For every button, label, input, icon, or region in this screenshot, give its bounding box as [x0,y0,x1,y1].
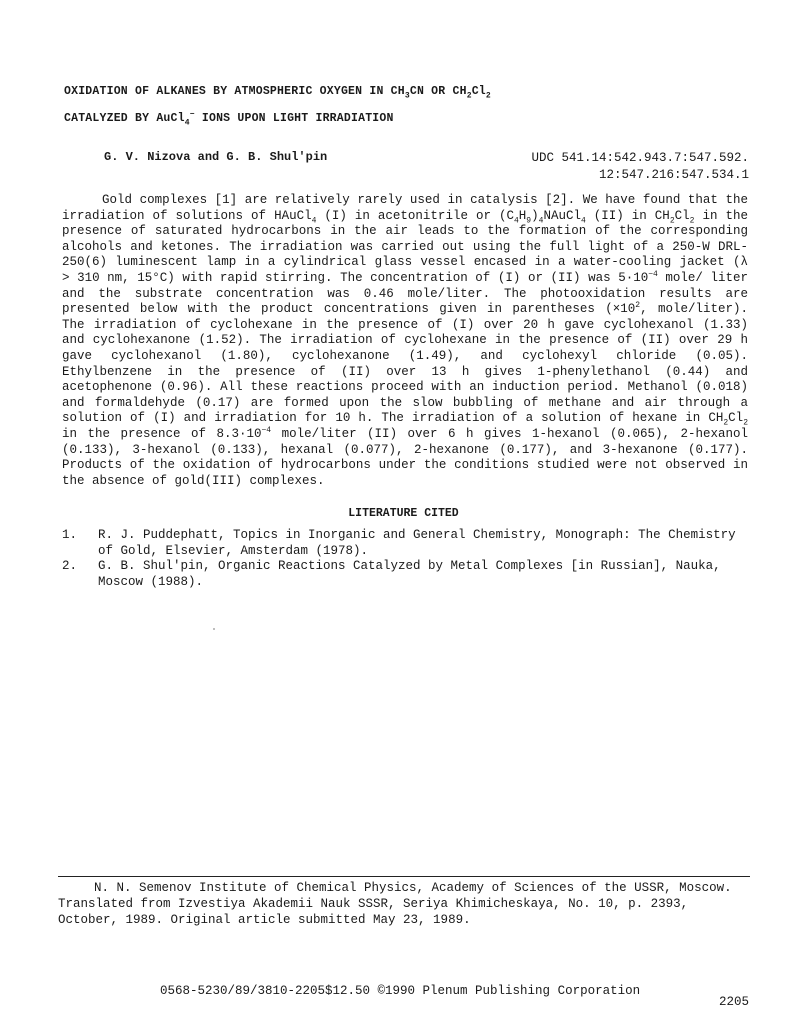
reference-text: R. J. Puddephatt, Topics in Inorganic and General Chemistry, Monograph: The Chemistry of Gold, Elsevier, Amsterdam (1978). [98,528,736,558]
text-run: , mole/liter). The irradiation of cyclohexane in the presence of (I) over 20 h gave cyclohexanol (1.33) and cyclohexanone (1.52). The irradiation of cyclohexane in the presence of (II) over 29 h gave cyclohexanol (1.80), cyclohexanone (1.49), and cyclohexyl chloride (0.05). Ethylbenzene in the presence of (II) over 13 h gives 1-phenylethanol (0.44) and acetophenone (0.96). All these reactions proceed with an induction period. Methanol (0.018) and formaldehyde (0.17) are formed upon the slow bubbling of methane and air through a solution of (I) and irradiation for 10 h. The irradiation of a solution of hexane in CH [62,302,748,426]
subscript: 9 [526,216,532,226]
title-subscript: 2 [485,91,491,101]
udc-line-1: UDC 541.14:542.943.7:547.592. [531,151,749,165]
superscript: −4 [261,425,272,435]
page-number: 2205 [718,995,749,1009]
reference-list [62,528,748,590]
scan-speck [213,628,215,630]
literature-heading: LITERATURE CITED [348,507,459,520]
title-text: OXIDATION OF ALKANES BY ATMOSPHERIC OXYGEN IN CH [64,85,405,98]
text-run: (I) in acetonitrile or (C [316,208,514,223]
text-run: in the presence of saturated hydrocarbons in the air leads to the formation of the corresponding alcohols and ketones. The irradiation was carried out using the full light of a 250-W DRL-250(6) luminescent lamp in a cylindrical glass vessel encased in a water-cooling jacket (λ > 310 nm, 15°C) with rapid stirring. The concentration of (I) or (II) was 5·10 [62,208,748,285]
text-run: mole/ liter and the substrate concentration was 0.46 mole/liter. The photooxidation results are presented below with the product concentrations given in parentheses (×10 [62,270,748,317]
title-text: Cl [471,85,486,98]
text-run: in the presence of 8.3·10 [62,426,262,441]
body-paragraph [62,193,748,489]
subscript: 4 [580,216,586,226]
reference-number: 1. [62,528,78,542]
udc-line-2: 12:547.216:547.534.1 [598,168,749,182]
paragraph [62,193,748,489]
text-run: H [518,208,527,223]
text-run: ) [531,208,539,223]
article-title-line-1 [64,85,491,101]
text-run: Cl [674,208,690,223]
reference-number: 2. [62,559,78,574]
copyright-line: 0568-5230/89/3810-2205$12.50 ©1990 Plenum Publishing Corporation [160,984,641,998]
subscript: 2 [689,216,695,226]
subscript: 2 [723,418,729,428]
text-run: (II) in CH [585,208,670,223]
superscript: 2 [635,301,641,310]
title-subscript: 2 [466,91,472,101]
subscript: 4 [513,216,519,226]
reference-text: G. B. Shul'pin, Organic Reactions Catalyzed by Metal Complexes [in Russian], Nauka, Moscow (1988). [98,559,721,589]
text-run: Gold complexes [1] are relatively rarely used in catalysis [2]. We have found that the irradiation of solutions of HAuCl [62,193,748,223]
title-text: IONS UPON LIGHT IRRADIATION [194,112,394,125]
title-subscript: 3 [404,91,410,101]
subscript: 4 [538,216,544,226]
subscript: 2 [743,418,748,428]
footnote-divider [58,876,750,877]
text-run: NAuCl [543,208,581,223]
udc-code [531,150,749,184]
reference-item [62,559,748,590]
title-superscript: − [189,110,195,120]
reference-item [62,528,748,559]
superscript: −4 [648,269,658,279]
subscript: 2 [669,216,675,226]
title-text: CATALYZED BY AuCl [64,112,185,125]
subscript: 4 [311,216,317,226]
title-subscript: 4 [184,118,190,128]
text-run: Cl [728,411,744,426]
text-run: mole/liter (II) over 6 h gives 1-hexanol (0.065), 2-hexanol (0.133), 3-hexanol (0.133), hexanal (0.077), 2-hexanone (0.177), and 3-hexanone (0.177). Products of the oxidation of hydrocarbons under the conditions studied were not observed in the absence of gold(III) complexes. [62,426,748,488]
article-title-line-2 [64,110,394,128]
title-text: CN OR CH [409,85,467,98]
affiliation-note: N. N. Semenov Institute of Chemical Physics, Academy of Sciences of the USSR, Moscow. Translated from Izvestiya Akademii Nauk SSSR, Seriya Khimicheskaya, No. 10, p. 2393, October, 1989. Original article submitted May 23, 1989. [58,881,732,927]
authors: G. V. Nizova and G. B. Shul'pin [104,150,328,164]
footnote [58,881,750,928]
